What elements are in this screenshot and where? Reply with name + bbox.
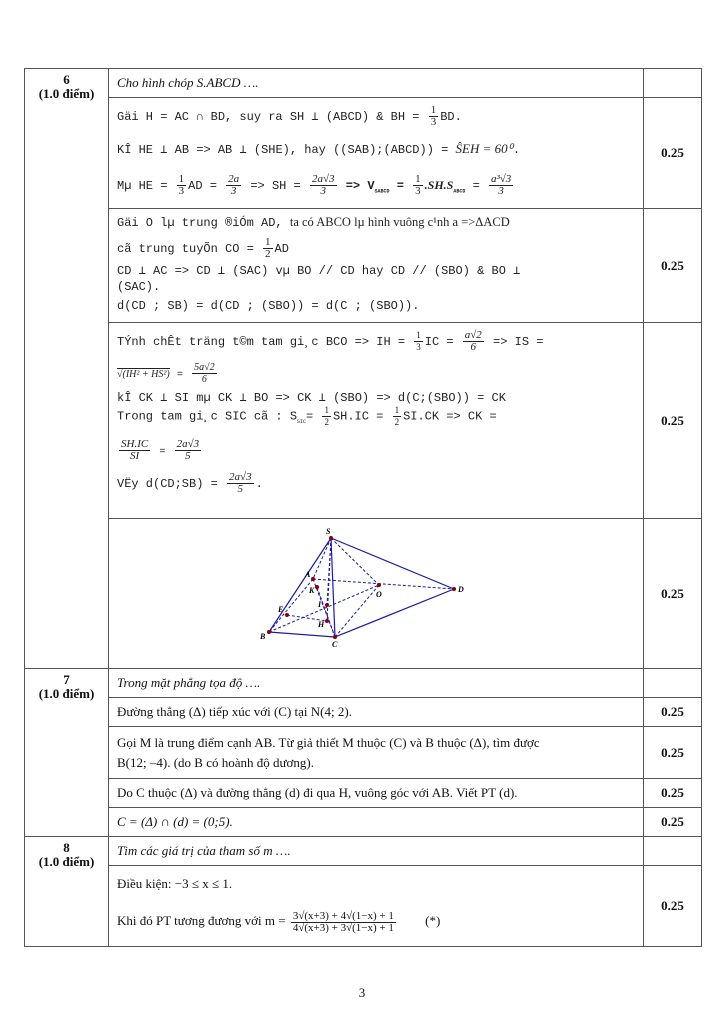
label-I: I: [318, 600, 322, 609]
q6-block-1: [109, 98, 644, 209]
question-number-6: [25, 69, 109, 669]
edge-SA: [313, 538, 331, 579]
q6-block-3-score: 0.25: [644, 323, 702, 519]
q6-b1-line-2: KÎ HE ⊥ AB => AB ⊥ (SHE), hay ((SAB);(ABCD)) = ŜEH = 60⁰.: [117, 141, 521, 157]
q6-b1-line-3: Mµ HE = $\frac{1}{3}$ AD = $\frac{2a}{3}$ => SH = $\frac{2a√3}{3}$ => $V_{SABCD}$ = $\frac{1}{3}$ $.SH.S_{ABCD}$ = $\frac{\text{a³√3}}{3}$: [117, 173, 512, 198]
label-O: O: [376, 590, 382, 599]
line-CO: [335, 585, 379, 637]
q6-figure-score: 0.25: [644, 519, 702, 669]
line-CK: [317, 587, 335, 637]
question-number-7: 7 (1.0 điểm): [25, 669, 109, 837]
label-C: C: [332, 640, 338, 649]
q6-number: 6: [63, 72, 70, 87]
q6-intro: Cho hình chóp S.ABCD ….: [109, 69, 644, 98]
fraction: $\frac{1}{3}$: [430, 104, 437, 129]
page-number: 3: [358, 985, 366, 1000]
label-H: H: [318, 620, 325, 629]
q6-intro-score: [644, 69, 702, 98]
q6-points: (1.0 điểm): [38, 86, 95, 101]
label-A: A: [305, 570, 311, 579]
label-E: E: [278, 605, 284, 614]
answer-table: [24, 68, 702, 947]
edge-BC: [269, 632, 335, 637]
line-SI: [327, 538, 331, 605]
q7-row-2-score: 0.25: [644, 727, 702, 779]
line-SO: [331, 538, 379, 585]
q6-figure-cell: [109, 519, 644, 669]
q7-row-3-score: 0.25: [644, 779, 702, 808]
q8-score: 0.25: [644, 866, 702, 947]
q7-row-4-score: 0.25: [644, 808, 702, 837]
edge-SB: [269, 538, 331, 632]
edge-SC: [331, 538, 335, 637]
q8-intro: Tìm các giá trị của tham số m ….: [109, 837, 644, 866]
q7-row-1: Đường thẳng (Δ) tiếp xúc với (C) tại N(4; 2).: [109, 698, 644, 727]
edge-AB: [269, 579, 313, 632]
q8-body: Điều kiện: −3 ≤ x ≤ 1. Khi đó PT tương đương với m = $\frac{3√(x+3) + 4√(1-x) + 1}{4√(x+3) + 3√(1-x) + 1}$ (*): [109, 866, 644, 947]
q6-block-3: TÝnh chÊt träng t©m tam gi¸c BCO => IH = $\frac{1}{3}$ IC = $\frac{a√2}{6}$ => IS = √(IH² + HS²) = $\frac{5a√2}{6}$ kÎ CK ⊥ SI mµ CK ⊥ BO => CK ⊥ (SBO) => d(C;(SBO)) = CK Trong tam gi¸c SIC cã : $S_{SIC}=$ $\frac{1}{2}$ SH.IC = $\frac{1}{2}$ SI.CK => CK = $\frac{SH.IC}{SI}$ = $\frac{2a√3}{5}$ VËy d(CD;SB) = $\frac{2a√3}{5}$ .: [109, 323, 644, 519]
question-number-8: 8 (1.0 điểm): [25, 837, 109, 947]
q7-row-3: Do C thuộc (Δ) và đường thẳng (d) đi qua H, vuông góc với AB. Viết PT (d).: [109, 779, 644, 808]
q7-row-4: C = (Δ) ∩ (d) = (0;5).: [109, 808, 644, 837]
q6-block-2-score: 0.25: [644, 209, 702, 323]
q6-b1-line-1: Gäi H = AC ∩ BD, suy ra SH ⊥ (ABCD) & BH = $\frac{1}{3}$ BD.: [117, 104, 462, 129]
pyramid-diagram: [109, 519, 644, 663]
label-S: S: [326, 527, 331, 536]
label-K: K: [309, 586, 315, 595]
q6-block-1-score: 0.25: [644, 98, 702, 209]
q7-intro: Trong mặt phẳng tọa độ ….: [109, 669, 644, 698]
q6-block-2: Gäi O lµ trung ®iÓm AD, ta có ABCO lµ hình vuông c¹nh a =>ΔACD cã trung tuyÕn CO = $\frac{1}{2}$ AD CD ⊥ AC => CD ⊥ (SAC) vµ BO // CD hay CD // (SBO) & BO ⊥ (SAC). d(CD ; SB) = d(CD ; (SBO)) = d(C ; (SBO)).: [109, 209, 644, 323]
q7-row-1-score: 0.25: [644, 698, 702, 727]
q7-row-2: Gọi M là trung điểm cạnh AB. Từ giả thiết M thuộc (C) và B thuộc (Δ), tìm được B(12; –4). (do B có hoành độ dương).: [109, 727, 644, 779]
label-B: B: [260, 632, 266, 641]
label-D: D: [458, 585, 464, 594]
